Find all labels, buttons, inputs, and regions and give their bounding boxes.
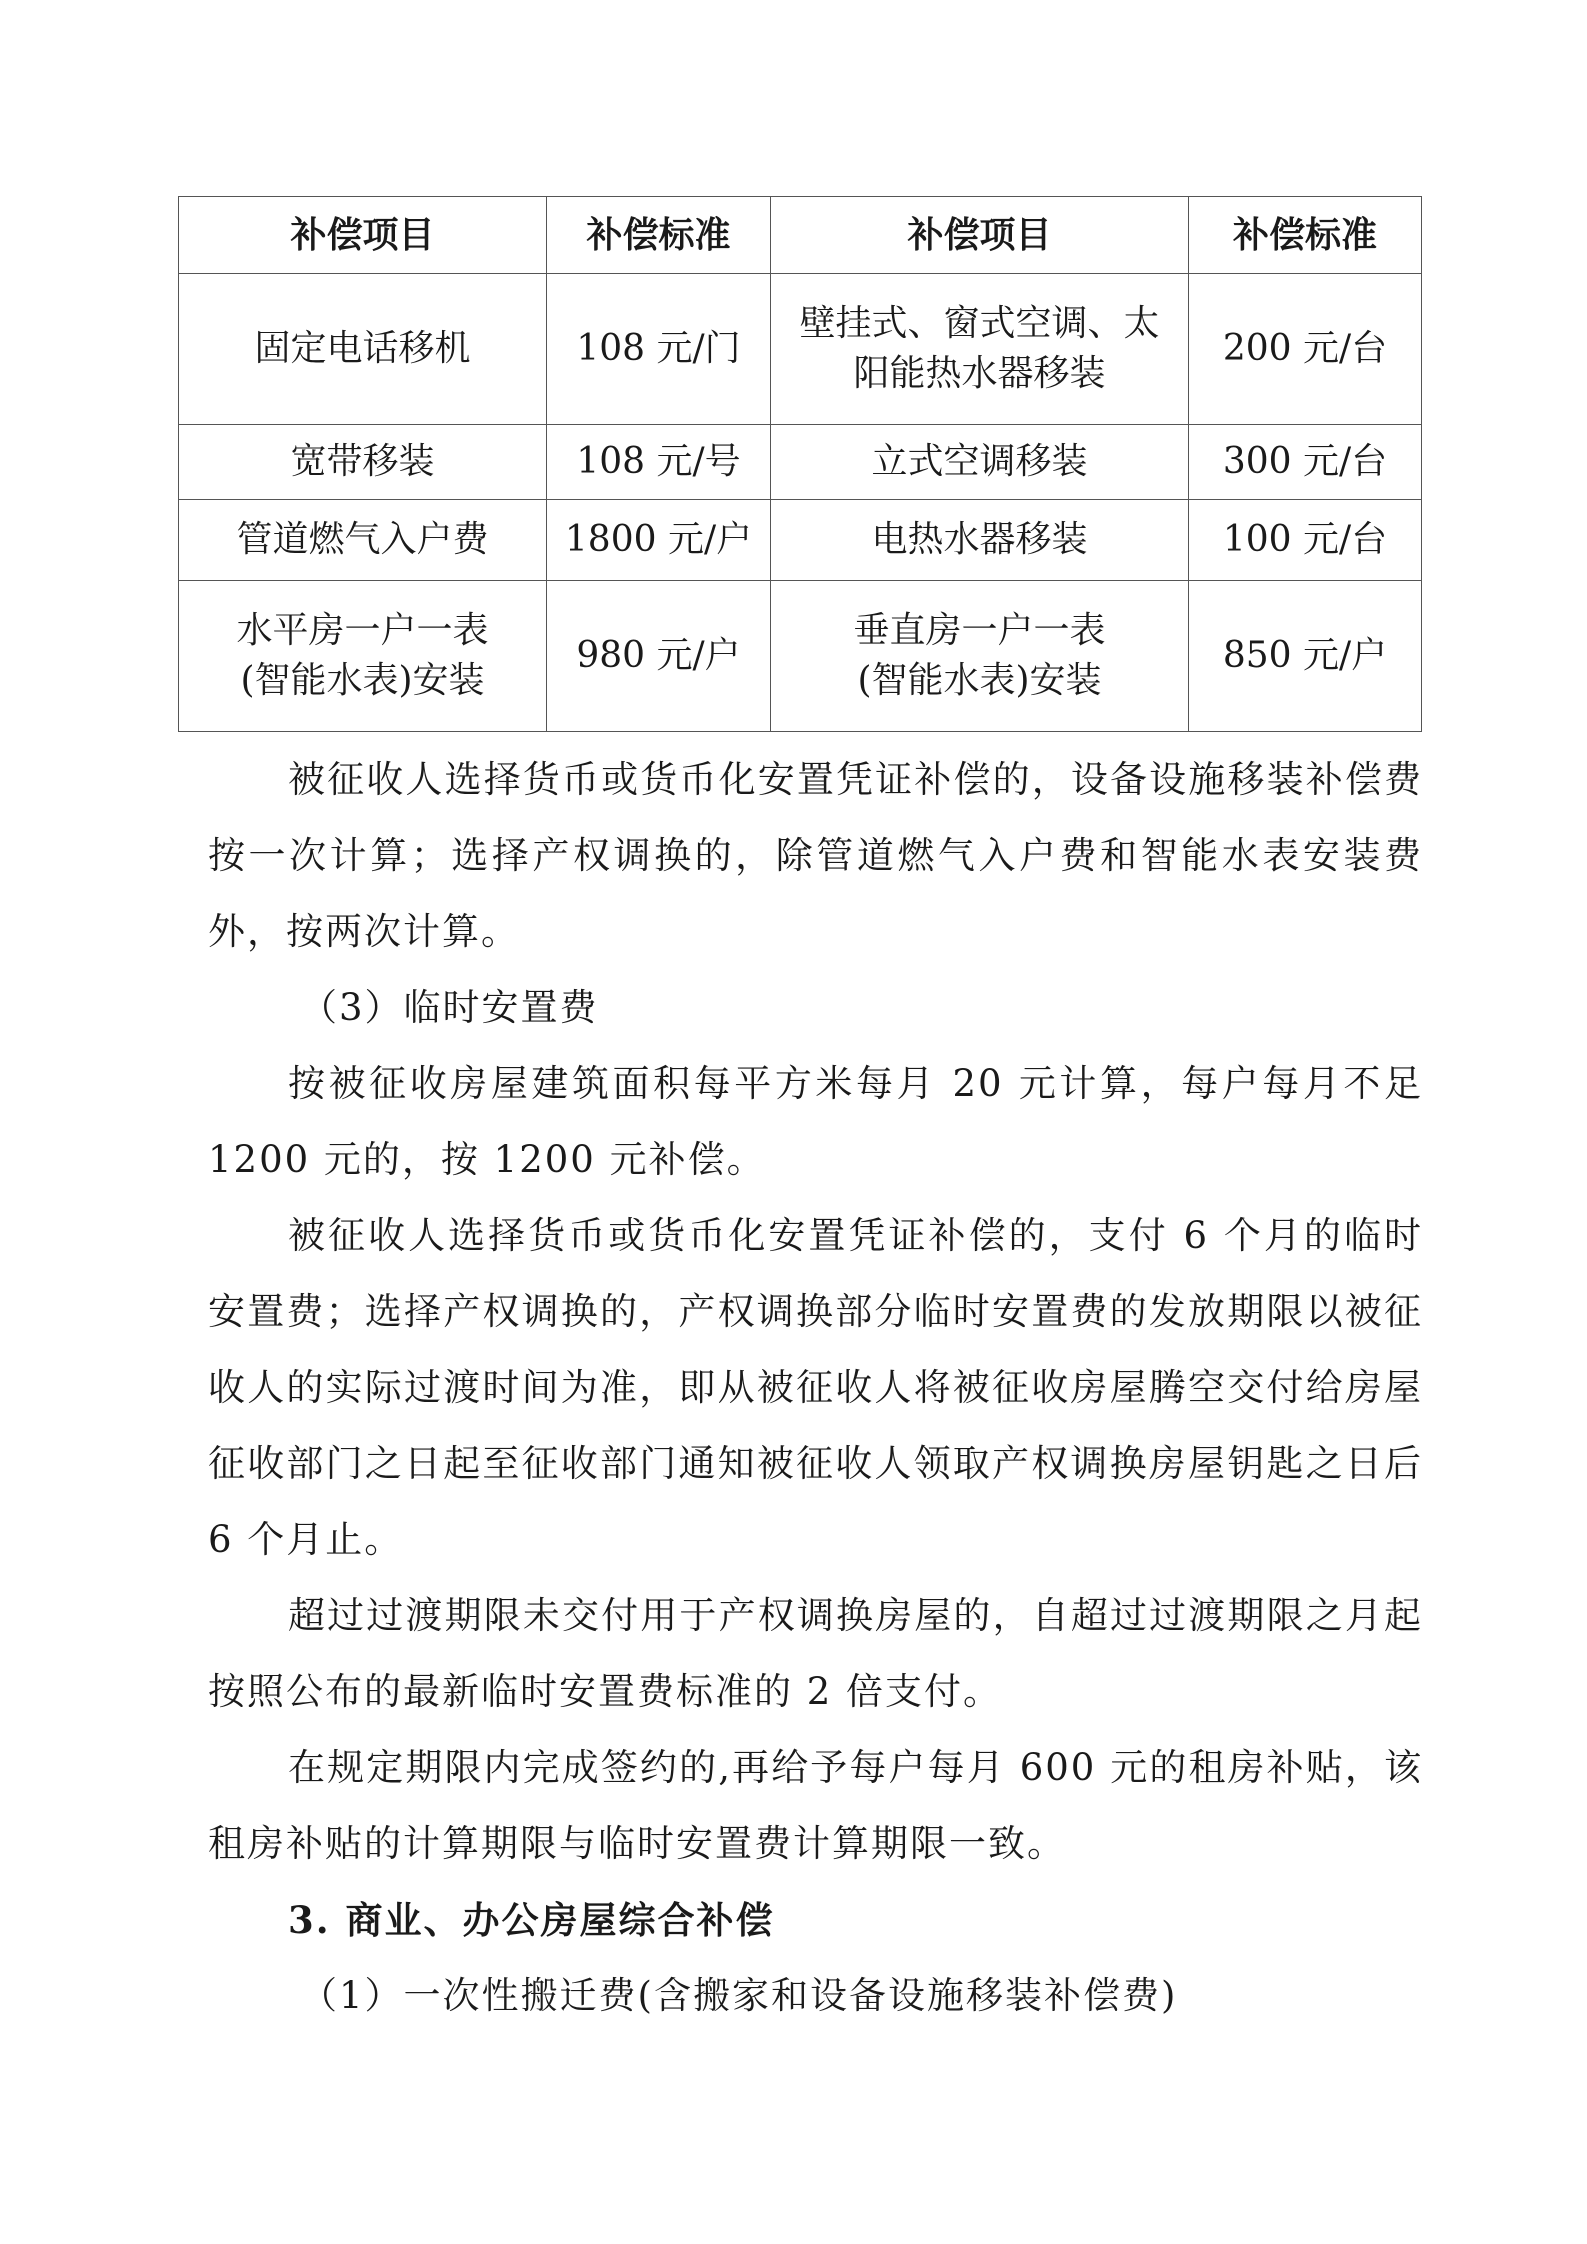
section-heading-temporary-fee: （3）临时安置费 (300, 986, 599, 1029)
table-header-item: 补偿项目 (771, 197, 1189, 274)
table-row (179, 581, 1422, 732)
cell-text-line: 阳能热水器移装 (853, 353, 1106, 394)
cell-text-line: 壁挂式、窗式空调、太 (799, 303, 1160, 344)
cell-text-line: 垂直房一户一表 (853, 610, 1106, 651)
table-cell: 850 元/户 (1189, 581, 1422, 732)
table-cell: 200 元/台 (1189, 274, 1422, 425)
table-cell: 980 元/户 (547, 581, 771, 732)
table-cell: 立式空调移装 (771, 425, 1189, 500)
table-header-standard: 补偿标准 (547, 197, 771, 274)
table-cell: 108 元/门 (547, 274, 771, 425)
compensation-table (178, 196, 1422, 732)
section-heading-moving-fee: （1）一次性搬迁费(含搬家和设备设施移装补偿费) (300, 1974, 1178, 2017)
table-row (179, 425, 1422, 500)
table-cell (179, 581, 547, 732)
table-header-row (179, 197, 1422, 274)
table-cell: 300 元/台 (1189, 425, 1422, 500)
table-cell: 电热水器移装 (771, 500, 1189, 581)
cell-text-line: (智能水表)安装 (240, 660, 485, 701)
paragraph-overdue: 超过过渡期限未交付用于产权调换房屋的，自超过过渡期限之月起按照公布的最新临时安置费标准的 2 倍支付。 (208, 1594, 1423, 1713)
paragraph-payment-period: 被征收人选择货币或货币化安置凭证补偿的，支付 6 个月的临时安置费；选择产权调换的，产权调换部分临时安置费的发放期限以被征收人的实际过渡时间为准，即从被征收人将被征收房屋腾空交付给房屋征收部门之日起至征收部门通知被征收人领取产权调换房屋钥匙之日后 6 个月止。 (208, 1214, 1423, 1561)
table-cell: 管道燃气入户费 (179, 500, 547, 581)
cell-text-line: 水平房一户一表 (236, 610, 489, 651)
table-row (179, 500, 1422, 581)
paragraph-fee-rate: 按被征收房屋建筑面积每平方米每月 20 元计算，每户每月不足 1200 元的，按 1200 元补偿。 (208, 1062, 1423, 1181)
paragraph-rent-subsidy: 在规定期限内完成签约的,再给予每户每月 600 元的租房补贴，该租房补贴的计算期限与临时安置费计算期限一致。 (208, 1746, 1423, 1865)
section-heading-commercial: 3. 商业、办公房屋综合补偿 (288, 1898, 775, 1942)
table-cell: 1800 元/户 (547, 500, 771, 581)
cell-text-line: (智能水表)安装 (857, 660, 1102, 701)
table-cell: 108 元/号 (547, 425, 771, 500)
table-header-item: 补偿项目 (179, 197, 547, 274)
table-cell: 100 元/台 (1189, 500, 1422, 581)
table-row (179, 274, 1422, 425)
table-cell (771, 581, 1189, 732)
table-cell: 宽带移装 (179, 425, 547, 500)
paragraph-relocation-count: 被征收人选择货币或货币化安置凭证补偿的，设备设施移装补偿费按一次计算；选择产权调换的，除管道燃气入户费和智能水表安装费外，按两次计算。 (208, 758, 1423, 953)
table-header-standard: 补偿标准 (1189, 197, 1422, 274)
table-cell: 固定电话移机 (179, 274, 547, 425)
table-cell (771, 274, 1189, 425)
